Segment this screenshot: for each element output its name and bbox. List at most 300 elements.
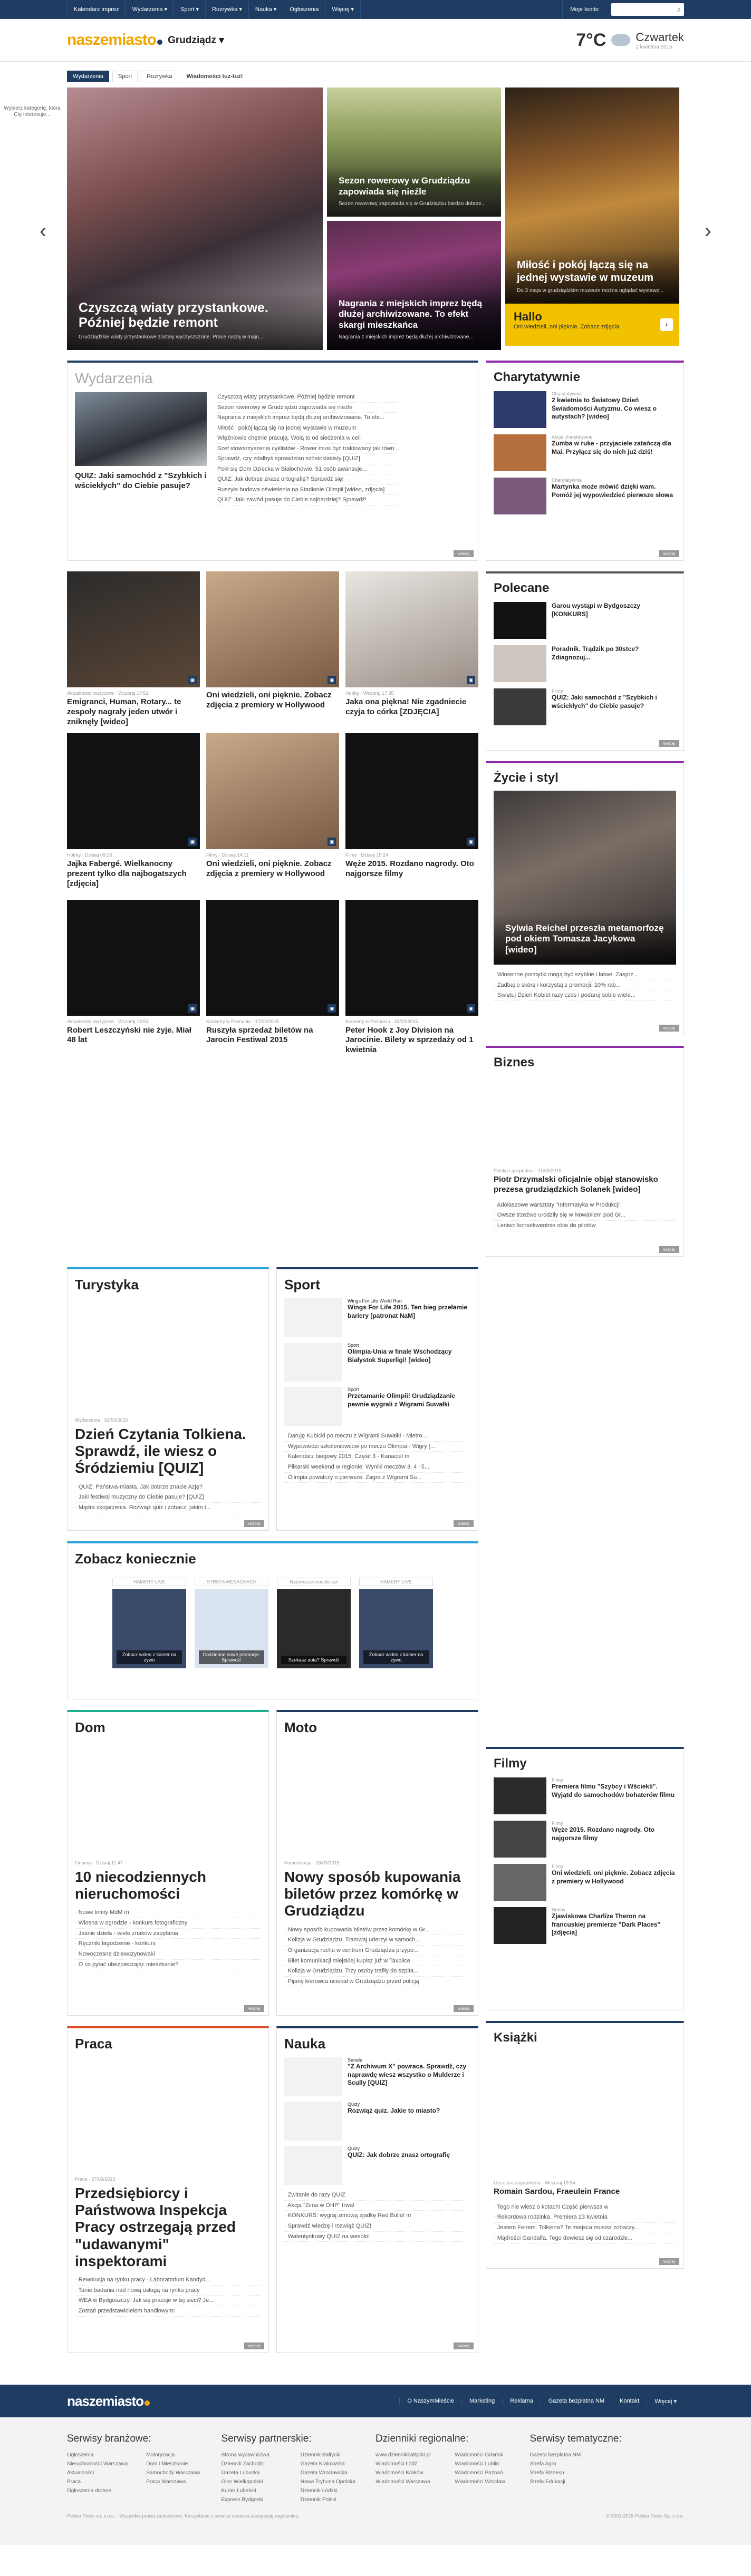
side-item[interactable] — [494, 434, 676, 471]
ksiazki-section — [486, 2021, 684, 2269]
camera-icon: ▣ — [328, 838, 336, 846]
article-thumb[interactable] — [75, 392, 207, 466]
side-item[interactable] — [494, 1821, 676, 1858]
side-title[interactable]: Premiera filmu "Szybcy i Wściekli". Wyjątd do samochodów bohaterów filmu — [552, 1783, 675, 1799]
service-link[interactable]: Wiadomości Lublin — [455, 2461, 499, 2467]
footer-link[interactable]: Marketing — [461, 2398, 502, 2405]
footer-link[interactable]: Reklama — [502, 2398, 540, 2405]
article-title[interactable]: Robert Leszczyński nie żyje. Miał 48 lat — [67, 1025, 191, 1045]
side-thumb[interactable] — [494, 688, 546, 725]
article-title[interactable]: Romain Sardou, Fraeulein France — [494, 2187, 620, 2196]
more-button[interactable]: więcej — [659, 550, 679, 557]
slide-title[interactable]: Sezon rowerowy w Grudziądzu zapowiada się nieźle — [339, 176, 470, 197]
article-card[interactable] — [345, 571, 478, 727]
more-button[interactable]: więcej — [659, 2258, 679, 2265]
list-item[interactable]: · Walentynkowy QUIZ na wesoło! — [284, 2232, 470, 2242]
list-item[interactable]: · QUIZ: Państwa-miasta. Jak dobrze znacie Azję? — [75, 1482, 261, 1493]
list-item[interactable]: · Wiosna w ogrodzie - konkurs fotograficzny — [75, 1918, 261, 1929]
side-thumb[interactable] — [284, 1343, 342, 1382]
side-title[interactable]: QUIZ: Jaki samochód z "Szybkich i wściekłych" do Ciebie pasuje? — [552, 694, 657, 709]
side-item[interactable] — [284, 1387, 470, 1426]
list-item[interactable]: · Kalendarz biegowy 2015. Część 3 - Kanaciel m — [284, 1452, 470, 1462]
service-list — [530, 2452, 685, 2485]
service-link[interactable]: Ogłoszenia drobne — [67, 2488, 111, 2494]
article-card[interactable] — [345, 733, 478, 889]
service-link[interactable]: Express Bydgoski — [221, 2497, 263, 2503]
article-card[interactable] — [67, 900, 200, 1055]
slide-small[interactable] — [327, 88, 501, 217]
more-button[interactable]: więcej — [454, 2342, 474, 2349]
list-item[interactable]: · Organizacja ruchu w centrum Grudziądza przypo... — [284, 1946, 470, 1956]
side-title[interactable]: Rozwiąż quiz. Jakie to miasto? — [348, 2107, 440, 2114]
slide-small[interactable] — [327, 221, 501, 350]
article-image[interactable] — [345, 900, 478, 1016]
nav-item[interactable]: Rozrywka ▾ — [206, 0, 249, 19]
side-thumb[interactable] — [494, 1864, 546, 1901]
list-item[interactable]: Pokł się Dom Dziecka w Białochowie. 51 osób awansuje... — [217, 464, 399, 475]
promo-tile[interactable] — [277, 1578, 351, 1668]
side-meta: Hobby — [552, 1907, 566, 1912]
slide-desc: Sezon rowerowy zapowiada się w Grudziądzu bardzo dobrze... — [339, 201, 486, 207]
article-title[interactable]: Nowy sposób kupowania biletów przez komórkę w Grudziądzu — [284, 1869, 461, 1919]
side-item[interactable] — [494, 1907, 676, 1944]
promo-image[interactable] — [277, 1589, 351, 1668]
service-link[interactable]: Wiadomości Łódź — [376, 2461, 417, 2467]
section-title[interactable]: Praca — [75, 2036, 112, 2052]
list-item[interactable]: · Mądrości Gandalfa. Tego dowiesz się od czarodzie... — [494, 2233, 676, 2244]
nav-item[interactable]: Kalendarz imprez — [67, 0, 126, 19]
section-title[interactable]: Biznes — [494, 1055, 535, 1070]
more-button[interactable]: więcej — [244, 2005, 264, 2012]
list-item[interactable]: · Swiętuj Dzień Kobiet razy czas i podaruj sobie wiele... — [494, 990, 676, 1001]
list-item[interactable]: Czyszczą wiaty przystankowe. Później będzie remont — [217, 392, 399, 403]
nav-item[interactable]: Więcej ▾ — [325, 0, 361, 19]
article-title[interactable]: QUIZ: Jaki samochód z "Szybkich i wściekłych" do Ciebie pasuje? — [75, 471, 207, 490]
article-list — [284, 1925, 470, 1987]
list-item[interactable]: · Zwitanie do razy QUIZ — [284, 2190, 470, 2201]
moto-section — [276, 1710, 478, 2016]
service-link[interactable]: Aktualności — [67, 2470, 94, 2476]
side-title[interactable]: "Z Archiwum X" powraca. Sprawdź, czy naprawdę wiesz wszystko o Mulderze i Scully [QUIZ] — [348, 2063, 466, 2087]
article-image[interactable] — [345, 733, 478, 849]
side-thumb[interactable] — [284, 2146, 342, 2185]
more-button[interactable]: więcej — [659, 1246, 679, 1253]
service-column — [376, 2433, 530, 2503]
footer-link[interactable]: Gazeta bezpłatna NM — [541, 2398, 612, 2405]
list-item[interactable]: · Jaki festiwal muzyczny do Ciebie pasuje? [QUIZ] — [75, 1492, 261, 1503]
article-card[interactable] — [206, 733, 339, 889]
service-link[interactable]: Gazeta Lubuska — [221, 2470, 260, 2476]
account-link[interactable]: Moje konto — [562, 0, 606, 19]
side-thumb[interactable] — [494, 478, 546, 514]
slide-desc: Nagrania z miejskich imprez będą dłużej archiwizowane... — [339, 334, 474, 340]
slider — [40, 88, 711, 350]
article-card[interactable] — [206, 900, 339, 1055]
list-item[interactable]: · Rekordowa rodzinka. Premiera 23 kwietnia — [494, 2212, 676, 2223]
side-meta: Quizy — [348, 2102, 360, 2107]
service-link[interactable]: Motoryzacja — [146, 2452, 175, 2458]
copyright-left: Polska Press sp. z o.o. - Wszystkie prawa zastrzeżone. Korzystanie z serwisu oznacza akceptację regulaminu. — [67, 2513, 300, 2519]
article-title[interactable]: Peter Hook z Joy Division na Jarocinie. Bilety w sprzedaży od 1 kwietnia — [345, 1025, 474, 1054]
article-list — [284, 2190, 470, 2242]
side-text — [552, 688, 676, 725]
promo-tile[interactable] — [359, 1578, 433, 1668]
list-item[interactable]: Sezon rowerowy w Grudziądzu zapowiada się nieźle — [217, 403, 399, 413]
list-item[interactable]: Nagrania z miejskich imprez będą dłużej archiwizowane. To efe... — [217, 413, 399, 423]
service-link[interactable]: Gazeta bezpłatna NM — [529, 2452, 581, 2458]
side-item[interactable] — [494, 478, 676, 514]
hallo-title: Hallo — [514, 310, 542, 323]
side-text — [348, 1298, 470, 1337]
service-link[interactable]: Dziennik Polski — [300, 2497, 336, 2503]
camera-icon: ▣ — [328, 676, 336, 684]
service-link[interactable]: Praca Warszawa — [146, 2479, 186, 2485]
list-item[interactable]: · Owsze trzeźwe urodziły się w Nowakiem pod Gr... — [494, 1210, 676, 1221]
list-item[interactable]: · Piłkarski weekend w regionie. Wyniki meczów 3, 4 i 5... — [284, 1462, 470, 1473]
article-meta: Aktualności muzyczne · Wczoraj 17:51 — [67, 691, 149, 696]
section-title[interactable]: Sport — [284, 1277, 320, 1292]
hallo-promo[interactable] — [505, 304, 679, 346]
side-title[interactable]: Wings For Life 2015. Ten bieg przełamie bariery [patronat NaM] — [348, 1304, 468, 1319]
service-list — [376, 2452, 530, 2485]
service-link[interactable]: Wiadomości Wrocław — [455, 2479, 505, 2485]
article-title[interactable]: Jaka ona piękna! Nie zgadniecie czyja to córka [ZDJĘCIA] — [345, 697, 467, 716]
category-tab[interactable]: Sport — [112, 71, 138, 82]
section-title[interactable]: Charytatywnie — [494, 370, 581, 384]
article-card[interactable] — [345, 900, 478, 1055]
list-item[interactable]: · Wypowiedzi szkoleniowców po meczu Olimpia - Wigry [... — [284, 1442, 470, 1452]
service-link[interactable]: Nieruchomości Warszawa — [67, 2461, 128, 2467]
side-title[interactable]: Przetamanie Olimpii! Grudziądzanie pewnie wygrali z Wigrami Suwałki — [348, 1392, 456, 1408]
arrow-right-icon[interactable]: › — [660, 318, 673, 331]
service-link[interactable]: Wiadomości Poznań — [455, 2470, 503, 2476]
side-thumb[interactable] — [284, 1387, 342, 1426]
section-title[interactable]: Nauka — [284, 2036, 326, 2052]
list-item[interactable]: · Nowy sposób kupowania biletów przez komórkę w Gr... — [284, 1925, 470, 1936]
article-meta: Polska i gospodarz · 11/03/2015 — [494, 1168, 562, 1173]
service-link[interactable]: Dziennik Bałtycki — [300, 2452, 341, 2458]
side-item[interactable] — [284, 2102, 470, 2141]
nav-item[interactable]: Wydarzenia ▾ — [126, 0, 175, 19]
side-title[interactable]: QUIZ: Jak dobrze znasz ortografię — [348, 2151, 450, 2159]
list-item[interactable]: · Olimpia powalczy o pierwsze. Zagra z Wigrami Su... — [284, 1473, 470, 1483]
list-item[interactable]: Ruszyła budowa oświetlenia na Stadionie Olimpii [wideo, zdjęcia] — [217, 485, 399, 495]
side-text — [552, 434, 676, 471]
category-tab[interactable]: Rozrywka — [141, 71, 178, 82]
promo-tile[interactable] — [195, 1578, 268, 1668]
article-card[interactable] — [67, 733, 200, 889]
service-link[interactable]: Strona wydawnictwa — [221, 2452, 269, 2458]
list-item[interactable]: · Ręczniki łagodzenie - konkurs — [75, 1939, 261, 1949]
side-thumb[interactable] — [494, 1907, 546, 1944]
article-card[interactable] — [206, 571, 339, 727]
side-thumb[interactable] — [284, 1298, 342, 1337]
service-link[interactable]: Dziennik Łódzki — [300, 2488, 338, 2494]
side-title[interactable]: Zjawiskowa Charlize Theron na francuskiej premierze "Dark Places" [zdjęcia] — [552, 1912, 661, 1937]
list-item[interactable]: Sprawdź, czy zdałbyś sprawdzian szóstoklasisty [QUIZ] — [217, 454, 399, 464]
service-link[interactable]: www.dziennikbaltycki.pl — [376, 2452, 431, 2458]
more-button[interactable]: więcej — [659, 740, 679, 747]
article-list — [494, 1200, 676, 1231]
side-text — [348, 1387, 470, 1426]
nauka-section — [276, 2026, 478, 2353]
list-item[interactable]: · Rewolucja na rynku pracy - Laboratorium Kandyd... — [75, 2275, 261, 2286]
list-item[interactable]: · Kolizja w Grudziądzu. Tramwaj uderzył w samoch... — [284, 1935, 470, 1946]
category-hint: Wybierz kategorię, która Cię interesuje... — [4, 105, 61, 118]
article-title[interactable]: Oni wiedzieli, oni pięknie. Zobacz zdjęcia z premiery w Hollywood — [206, 691, 332, 709]
side-thumb[interactable] — [494, 391, 546, 428]
promo-label: STREFA MESACHACH — [195, 1578, 268, 1586]
side-title[interactable]: Garou wystąpi w Bydgoszczy [KONKURS] — [552, 602, 641, 618]
side-text — [348, 2057, 470, 2096]
service-link[interactable]: Wiadomości Warszawa — [376, 2479, 430, 2485]
side-item[interactable] — [284, 1298, 470, 1337]
footer-link[interactable]: O NaszymMieście — [399, 2398, 461, 2405]
article-list — [75, 2275, 261, 2317]
service-link[interactable]: Strefa Agro — [529, 2461, 556, 2467]
wydarzenia-section — [67, 361, 478, 561]
service-link[interactable]: Wiadomości Gdańsk — [455, 2452, 503, 2458]
service-link[interactable]: Głos Wielkopolski — [221, 2479, 263, 2485]
search-icon[interactable]: ⌕ — [677, 5, 681, 13]
more-button[interactable]: więcej — [454, 1520, 474, 1527]
section-title[interactable]: Filmy — [494, 1756, 527, 1771]
nav-item[interactable]: Ogłoszenia — [283, 0, 325, 19]
footer-links — [399, 2398, 684, 2405]
footer-link[interactable]: Więcej ▾ — [647, 2398, 684, 2405]
list-item[interactable]: · Kolizja w Grudziądzu. Trzy osoby trafiły do szpita... — [284, 1966, 470, 1977]
slider-next-icon[interactable]: › — [704, 219, 711, 242]
article-title[interactable]: Emigranci, Human, Rotary... te zespoły nagrały jeden utwór i zniknęły [wideo] — [67, 697, 181, 726]
card-grid — [67, 571, 478, 889]
side-title[interactable]: Zumba w ruke - przyjaciele zatańczą dla Mai. Przyłącz się do nich już dziś! — [552, 440, 671, 455]
service-link[interactable]: Praca — [67, 2479, 81, 2485]
article-title[interactable]: Piotr Drzymalski oficjalnie objął stanowisko prezesa grudziądzkich Solanek [wideo] — [494, 1175, 658, 1194]
article-meta: Hobby · Dzisiaj 09:26 — [67, 852, 112, 858]
side-item[interactable] — [494, 1864, 676, 1901]
feature-title[interactable]: Sylwia Reichel przeszła metamorfozę pod okiem Tomasza Jacykowa [wideo] — [505, 922, 664, 955]
camera-icon: ▣ — [188, 676, 197, 684]
side-meta: Charytatywnie — [552, 478, 582, 483]
list-item[interactable]: QUIZ: Jaki zawód pasuje do Ciebie najbardziej? Sprawdź! — [217, 495, 399, 506]
search-box[interactable] — [611, 3, 684, 16]
article-title[interactable]: Oni wiedzieli, oni pięknie. Zobacz zdjęcia z premiery w Hollywood — [206, 859, 332, 878]
side-item[interactable] — [494, 688, 676, 725]
zobacz-section — [67, 1541, 478, 1699]
list-item[interactable]: · KONKURS: wygraj zimową zjadkę Red Bulla! m — [284, 2211, 470, 2221]
article-image[interactable] — [206, 900, 339, 1016]
side-item[interactable] — [494, 391, 676, 428]
service-link[interactable]: Samochody Warszawa — [146, 2470, 200, 2476]
article-meta: Literatura zagraniczna · Wczoraj 19:54 — [494, 2180, 575, 2185]
list-item[interactable]: · WEA w Bydgoszczy. Jak się pracuje w tej sieci? Je... — [75, 2296, 261, 2306]
camera-icon: ▣ — [328, 1004, 336, 1013]
list-item[interactable]: Szef stowarzyszenia cyklistów - Rower musi być traktowany jak równ... — [217, 444, 399, 454]
list-item[interactable]: · Sprawdź wiedzę i rozwiąż QUIZ! — [284, 2221, 470, 2232]
side-item[interactable] — [284, 1343, 470, 1382]
logo-dot-icon — [157, 40, 162, 45]
article-card[interactable] — [67, 571, 200, 727]
weather-day: Czwartek — [636, 30, 684, 44]
list-item[interactable]: · Adolaszowe warsztaty "Informatyka w Produkcji" — [494, 1200, 676, 1211]
category-tab[interactable]: Wiadomości tuż-tuż! — [186, 73, 243, 80]
article-image[interactable] — [206, 733, 339, 849]
list-item[interactable]: · Jestem Fenem. Tolkiena? Te miejsca musisz zobaczy... — [494, 2223, 676, 2233]
list-item[interactable]: · Akcja "Zima w OHP" trwa! — [284, 2201, 470, 2211]
more-button[interactable]: więcej — [454, 550, 474, 557]
promo-image[interactable] — [112, 1589, 186, 1668]
slide-small[interactable] — [505, 88, 679, 304]
feature-image[interactable] — [494, 791, 676, 965]
side-meta: Akcje charytatywne — [552, 434, 593, 440]
article-image[interactable] — [206, 571, 339, 687]
slide-main[interactable] — [67, 88, 323, 350]
list-item[interactable]: · Tanie badania nad nową usługą na rynku pracy — [75, 2286, 261, 2296]
article-meta: Filmy · Dzisiaj 15:24 — [345, 852, 389, 858]
side-meta: Filmy — [552, 688, 563, 694]
list-item[interactable]: QUIZ: Jak dobrze znasz ortografię? Sprawdź się! — [217, 474, 399, 485]
side-title[interactable]: 2 kwietnia to Światowy Dzień Świadomości Autyzmu. Co wiesz o autystach? [wideo] — [552, 396, 657, 421]
list-item[interactable]: Więźniowie chętnie pracują. Wolą to od siedzenia w celi — [217, 433, 399, 444]
slide-title[interactable]: Miłość i pokój łączą się na jednej wystawie w muzeum — [517, 259, 653, 284]
section-title[interactable]: Turystyka — [75, 1277, 139, 1292]
category-tab[interactable]: Wydarzenia — [67, 71, 109, 82]
slide-title[interactable]: Czyszczą wiaty przystankowe. Później będzie remont — [79, 300, 268, 330]
side-thumb[interactable] — [494, 434, 546, 471]
article-title[interactable]: Dzień Czytania Tolkiena. Sprawdź, ile wiesz o Śródziemiu [QUIZ] — [75, 1426, 246, 1476]
side-thumb[interactable] — [494, 645, 546, 682]
promo-caption[interactable]: Zobacz wideo z kamer na żywo — [363, 1650, 429, 1664]
service-link[interactable]: Gazeta Krakowska — [300, 2461, 345, 2467]
promo-tile[interactable] — [112, 1578, 186, 1668]
article-image[interactable] — [67, 733, 200, 849]
service-link[interactable]: Dziennik Zachodni — [221, 2461, 265, 2467]
article-list — [217, 392, 399, 506]
side-thumb[interactable] — [494, 1777, 546, 1814]
section-title[interactable]: Dom — [75, 1719, 105, 1735]
side-thumb[interactable] — [494, 1821, 546, 1858]
list-item[interactable]: · Zadbaj o skórę i korzystaj z promocji. 10% rab... — [494, 980, 676, 991]
more-button[interactable]: więcej — [659, 1025, 679, 1032]
list-item[interactable]: · Wiosenne porządki mogą być szybkie i łatwe. Zasprz... — [494, 970, 676, 980]
service-link[interactable]: Ogłoszenia — [67, 2452, 94, 2458]
side-thumb[interactable] — [284, 2057, 342, 2096]
side-title[interactable]: Poradnik. Trądzik po 30stce? Zdiagnozuj... — [552, 645, 639, 661]
service-link[interactable]: Nowa Trybuna Opolska — [300, 2479, 355, 2485]
nav-item[interactable]: Sport ▾ — [174, 0, 206, 19]
list-item[interactable]: Miłość i pokój łączą się na jednej wystawie w muzeum — [217, 423, 399, 434]
list-item[interactable]: · Zostań przedstawicielem handlowym! — [75, 2306, 261, 2317]
list-item[interactable]: · Leniwo konsekwentnie obie do pilotów — [494, 1221, 676, 1231]
article-title[interactable]: Jajka Fabergé. Wielkanocny prezent tylko dla najbogatszych [zdjęcia] — [67, 859, 187, 888]
article-image[interactable] — [67, 571, 200, 687]
list-item[interactable]: · Pijany kierowca uciekał w Grudziądzu przed policją — [284, 1977, 470, 1987]
article-title[interactable]: Ruszyła sprzedaż biletów na Jarocin Festiwal 2015 — [206, 1025, 313, 1045]
section-title[interactable]: Książki — [494, 2030, 537, 2045]
promo-image[interactable] — [195, 1589, 268, 1668]
footer-link[interactable]: Kontakt — [612, 2398, 647, 2405]
camera-icon: ▣ — [188, 1004, 197, 1013]
section-title[interactable]: Moto — [284, 1719, 317, 1735]
city-selector[interactable]: Grudziądz ▾ — [168, 34, 224, 46]
side-text — [348, 2102, 440, 2141]
list-item[interactable]: · Nowoczesne dziewczynowaki — [75, 1949, 261, 1960]
side-title[interactable]: Olimpia-Unia w finale Wschodzący Białystok Superligi! [wideo] — [348, 1348, 452, 1364]
site-logo[interactable]: naszemiasto — [67, 31, 162, 49]
promo-label: Najnowsze modele aut — [277, 1578, 351, 1586]
side-item[interactable] — [284, 2146, 470, 2185]
article-image[interactable] — [67, 900, 200, 1016]
promo-caption[interactable]: Codzienne nowe promocje. Sprawdź! — [199, 1650, 264, 1664]
service-link[interactable]: Gazeta Wrocławska — [300, 2470, 348, 2476]
list-item[interactable]: · Nowe limity MdM m — [75, 1908, 261, 1918]
side-item[interactable] — [284, 2057, 470, 2096]
slide-title[interactable]: Nagrania z miejskich imprez będą dłużej archiwizowane. To efekt skargi mieszkańca — [339, 298, 483, 330]
article-title[interactable]: Przedsiębiorcy i Państwowa Inspekcja Pracy ostrzegają przed "udawanymi" inspektorami — [75, 2185, 236, 2269]
article-title[interactable]: Węże 2015. Rozdano nagrody. Oto najgorsze filmy — [345, 859, 474, 878]
list-item[interactable]: · O co pytać ubezpieczając mieszkanie? — [75, 1960, 261, 1970]
list-item[interactable]: · Mądra skojarzenia. Rozwiąż quiz i zobacz, jakim t... — [75, 1503, 261, 1513]
article-meta: Wydarzenia · 31/03/2015 — [75, 1417, 128, 1423]
side-meta: Quizy — [348, 2146, 360, 2151]
list-item[interactable]: · Tego nie wiesz o kotach! Część pierwsza w — [494, 2202, 676, 2213]
section-title[interactable]: Wydarzenia — [75, 370, 153, 386]
more-button[interactable]: więcej — [244, 1520, 264, 1527]
side-title[interactable]: Martynka może mówić dzięki wam. Pomóż jej wypowiedzieć pierwsze słowa — [552, 483, 673, 499]
side-item[interactable] — [494, 1777, 676, 1814]
article-image[interactable] — [345, 571, 478, 687]
promo-label: HAMERY LIVE — [359, 1578, 433, 1586]
side-item[interactable] — [494, 602, 676, 639]
service-link[interactable]: Strefa Edukacji — [529, 2479, 565, 2485]
list-item[interactable]: · Daruję Kubicki po meczu z Wigrami Suwałki - Mietro... — [284, 1431, 470, 1442]
nav-item[interactable]: Nauka ▾ — [249, 0, 283, 19]
side-meta: Filmy — [552, 1777, 563, 1783]
section-title[interactable]: Zobacz koniecznie — [75, 1551, 196, 1567]
service-link[interactable]: Wiadomości Kraków — [376, 2470, 423, 2476]
side-thumb[interactable] — [284, 2102, 342, 2141]
service-link[interactable]: Kurier Lubelski — [221, 2488, 256, 2494]
service-link[interactable]: Strefa Biznesu — [529, 2470, 564, 2476]
service-title: Serwisy branżowe: — [67, 2433, 151, 2444]
side-item[interactable] — [494, 645, 676, 682]
section-title[interactable]: Życie i styl — [494, 771, 559, 785]
article-title[interactable]: 10 niecodziennych nieruchomości — [75, 1869, 206, 1902]
promo-caption[interactable]: Zobacz wideo z kamer na żywo — [117, 1650, 182, 1664]
promo-label: HAMERY LIVE — [112, 1578, 186, 1586]
slider-prev-icon[interactable]: ‹ — [40, 219, 47, 242]
promo-caption[interactable]: Szukasz auta? Sprawdź — [281, 1656, 346, 1664]
side-text — [552, 1777, 676, 1814]
more-button[interactable]: więcej — [244, 2342, 264, 2349]
footer-logo[interactable]: naszemiasto — [67, 2393, 150, 2409]
article-meta: Praca · 27/03/2015 — [75, 2176, 115, 2182]
more-button[interactable]: więcej — [454, 2005, 474, 2012]
section-title[interactable]: Polecane — [494, 581, 550, 595]
side-title[interactable]: Oni wiedzieli, oni pięknie. Zobacz zdjęcia z premiery w Hollywood — [552, 1869, 675, 1885]
article-list — [284, 1431, 470, 1483]
article-meta: Komunikacja · 16/03/2015 — [284, 1860, 340, 1865]
list-item[interactable]: · Jaśnie dzieła - wiele znaków zapytania — [75, 1929, 261, 1939]
service-link[interactable]: Dom i Mieszkanie — [146, 2461, 188, 2467]
category-tabs — [67, 71, 684, 82]
side-title[interactable]: Węże 2015. Rozdano nagrody. Oto najgorsze filmy — [552, 1826, 655, 1842]
side-thumb[interactable] — [494, 602, 546, 639]
filmy-section — [486, 1747, 684, 2010]
promo-image[interactable] — [359, 1589, 433, 1668]
list-item[interactable]: · Bilet komunikacji miejskiej kupisz już w Taxpiłce — [284, 1956, 470, 1967]
side-text — [552, 1907, 676, 1944]
